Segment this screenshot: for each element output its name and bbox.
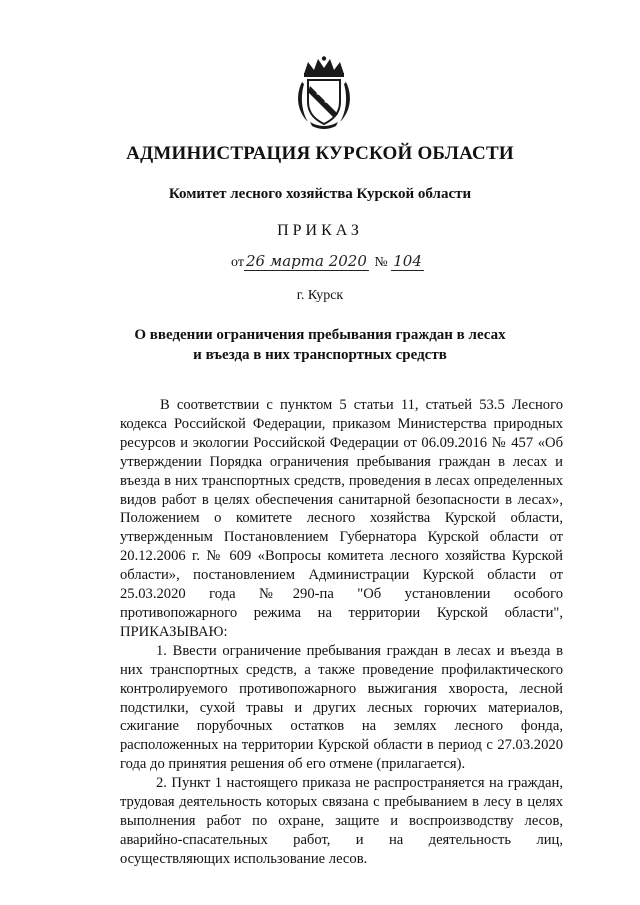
order-title-line-2: и въезда в них транспортных средств xyxy=(193,347,447,363)
city: г. Курск xyxy=(296,288,344,303)
order-body xyxy=(120,396,563,869)
organization-title: АДМИНИСТРАЦИЯ КУРСКОЙ ОБЛАСТИ xyxy=(126,143,514,164)
date-prefix: от xyxy=(231,255,244,270)
preamble-paragraph: В соответствии с пунктом 5 статьи 11, статьей 53.5 Лесного кодекса Российской Федерации, приказом Министерства природных ресурсов и экологии Российской Федерации от 06.09.2016 № 457 «Об утверждении Порядка ограничения пребывания граждан в лесах и въезда в них транспортных средств, проведения в лесах определенных видов работ в целях обеспечения санитарной безопасности в лесах», Положением о комитете лесного хозяйства Курской области, утвержденным Постановлением Губернатора Курской области от 20.12.2006 г. № 609 «Вопросы комитета лесного хозяйства Курской области», постановлением Администрации Курской области от 25.03.2020 года №290-па "Об установлении особого противопожарного режима на территории Курской области", ПРИКАЗЫВАЮ: xyxy=(120,397,563,640)
committee-name: Комитет лесного хозяйства Курской области xyxy=(168,186,472,202)
kursk-coat-of-arms-icon xyxy=(294,56,354,130)
handwritten-date: 26 марта 2020 xyxy=(245,252,367,270)
number-label: № xyxy=(374,255,388,270)
order-title xyxy=(0,325,640,365)
date-number-line xyxy=(231,252,424,271)
clause-1-paragraph: 1. Ввести ограничение пребывания граждан в лесах и въезда в них транспортных средств, а также проведение профилактического контролируемого противопожарного выжигания хвороста, лесной подстилки, сухой травы и других лесных горючих материалов, сжигание порубочных остатков на землях лесного фонда, расположенных на территории Курской области в период с 27.03.2020 года до принятия решения об его отмене (прилагается). xyxy=(120,642,563,773)
handwritten-number: 104 xyxy=(393,252,422,270)
clause-2-paragraph: 2. Пункт 1 настоящего приказа не распространяется на граждан, трудовая деятельность которых связана с пребыванием в лесу в целях выполнения работ по охране, защите и воспроизводству лесов, аварийно-спасательных работ, и на деятельность лиц, осуществляющих использование лесов. xyxy=(120,775,563,867)
order-title-line-1: О введении ограничения пребывания граждан в лесах xyxy=(134,327,506,343)
document-type: ПРИКАЗ xyxy=(277,222,363,239)
